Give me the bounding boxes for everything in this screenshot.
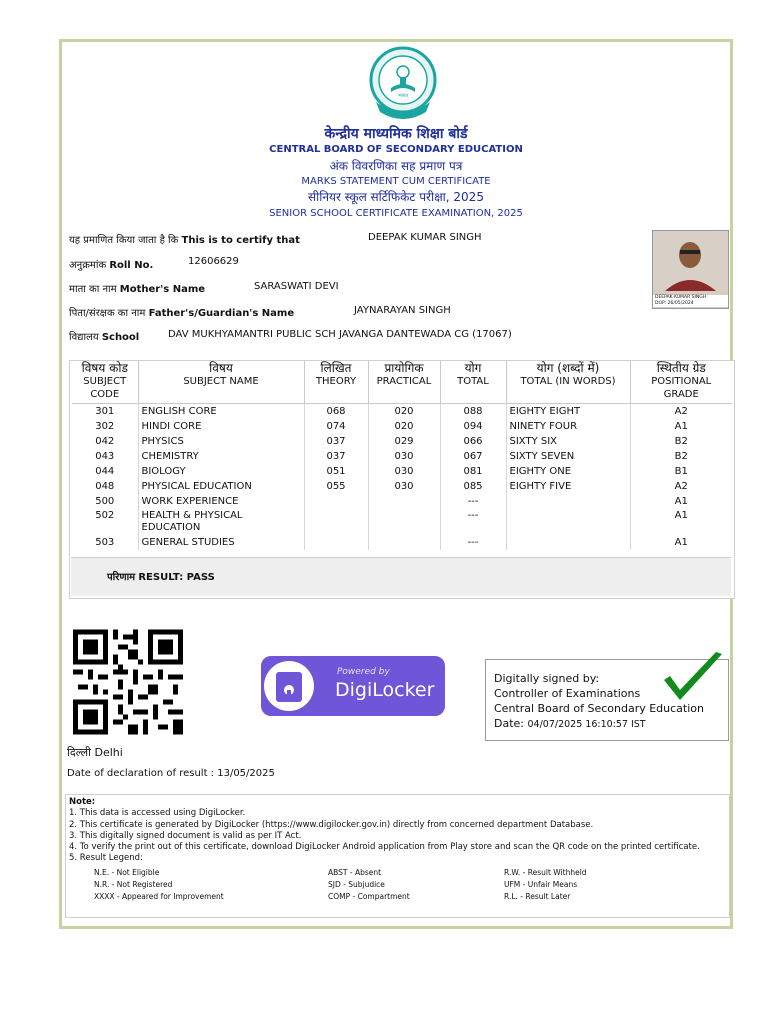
school-english: School <box>101 332 140 343</box>
header-subject: विषय SUBJECT NAME <box>138 360 304 404</box>
result-value: RESULT: PASS <box>138 572 215 583</box>
header-code: विषय कोड SUBJECT CODE <box>72 360 138 404</box>
board-name-hindi: केन्द्रीय माध्यमिक शिक्षा बोर्ड <box>324 126 468 142</box>
candidate-photo <box>652 230 729 309</box>
school-hindi: विद्यालय <box>69 332 99 343</box>
legend-item: SJD - Subjudice <box>328 880 385 889</box>
place-english: Delhi <box>94 746 123 759</box>
person-photo-icon <box>653 231 728 291</box>
certify-english: This is to certify that <box>181 235 300 246</box>
cbse-logo-icon <box>366 46 440 124</box>
table-row: 301 ENGLISH CORE 068 020 088 EIGHTY EIGHT A2 <box>72 404 732 420</box>
digilocker-logo-icon <box>263 660 315 712</box>
exam-english: SENIOR SCHOOL CERTIFICATE EXAMINATION, 2025 <box>269 208 523 219</box>
note-line: 1. This data is accessed using DigiLocker. <box>69 808 246 819</box>
signature-line-2: Controller of Examinations <box>494 687 641 700</box>
father-name: JAYNARAYAN SINGH <box>354 305 451 316</box>
table-row: 502 HEALTH & PHYSICAL EDUCATION --- A1 <box>72 509 732 535</box>
digilocker-powered: Powered by <box>337 667 390 677</box>
certify-hindi: यह प्रमाणित किया जाता है कि <box>69 235 179 246</box>
roll-number: 12606629 <box>188 256 239 267</box>
exam-hindi: सीनियर स्कूल सर्टिफिकेट परीक्षा, 2025 <box>308 190 484 204</box>
note-title: Note: <box>69 797 96 807</box>
note-line: 4. To verify the print out of this certificate, download DigiLocker Android application from Play store and scan the QR code on the printed certificate. <box>69 842 700 853</box>
logo-text: भारत <box>398 93 408 99</box>
legend-item: N.R. - Not Registered <box>94 880 173 889</box>
legend-item: R.L. - Result Later <box>504 892 571 901</box>
result-hindi: परिणाम <box>107 572 136 583</box>
place-hindi: दिल्ली <box>67 746 91 759</box>
father-hindi: पिता/संरक्षक का नाम <box>69 308 146 319</box>
place-label <box>67 745 123 760</box>
result-label <box>107 569 215 583</box>
digital-signature-box <box>485 659 729 741</box>
note-box <box>65 794 730 918</box>
header-total-words: योग (शब्दों में) TOTAL (IN WORDS) <box>506 360 630 404</box>
result-bar <box>71 557 731 596</box>
table-row: 042 PHYSICS 037 029 066 SIXTY SIX B2 <box>72 434 732 449</box>
candidate-name: DEEPAK KUMAR SINGH <box>368 232 482 243</box>
declaration-label: Date of declaration of result : <box>67 768 215 779</box>
digilocker-brand: DigiLocker <box>335 679 435 701</box>
mother-english: Mother's Name <box>119 284 206 295</box>
legend-item: XXXX - Appeared for Improvement <box>94 892 224 901</box>
school-name: DAV MUKHYAMANTRI PUBLIC SCH JAVANGA DANTEWADA CG (17067) <box>168 329 512 340</box>
school-label <box>69 329 139 343</box>
signature-date: Date: 04/07/2025 16:10:57 IST <box>494 717 646 730</box>
signature-line-3: Central Board of Secondary Education <box>494 702 704 715</box>
signature-line-1: Digitally signed by: <box>494 672 600 685</box>
photo-caption-name: DEEPAK KUMAR SINGH <box>655 295 707 300</box>
table-row: 044 BIOLOGY 051 030 081 EIGHTY ONE B1 <box>72 464 732 479</box>
title-hindi: अंक विवरणिका सह प्रमाण पत्र <box>329 159 463 173</box>
table-row: 043 CHEMISTRY 037 030 067 SIXTY SEVEN B2 <box>72 449 732 464</box>
table-row: 302 HINDI CORE 074 020 094 NINETY FOUR A1 <box>72 419 732 434</box>
title-english: MARKS STATEMENT CUM CERTIFICATE <box>301 176 491 187</box>
table-header-row <box>72 360 732 404</box>
mother-name: SARASWATI DEVI <box>254 281 339 292</box>
header-grade: स्थितीय ग्रेड POSITIONAL GRADE <box>630 360 732 404</box>
check-mark-icon <box>662 652 724 704</box>
mother-hindi: माता का नाम <box>69 284 117 295</box>
note-line: 2. This certificate is generated by DigiLocker (https://www.digilocker.gov.in) directly from concerned department Database. <box>69 819 594 830</box>
marks-table <box>72 360 732 550</box>
qr-code-icon <box>73 629 183 735</box>
table-row: 503 GENERAL STUDIES --- A1 <box>72 535 732 550</box>
roll-hindi: अनुक्रमांक <box>69 260 107 271</box>
roll-english: Roll No. <box>109 260 154 271</box>
father-label <box>69 305 294 319</box>
digilocker-badge <box>261 656 445 716</box>
header-practical: प्रायोगिक PRACTICAL <box>368 360 440 404</box>
declaration-line <box>67 768 275 779</box>
roll-label <box>69 257 153 271</box>
legend-item: R.W. - Result Withheld <box>504 868 587 877</box>
marks-table-body <box>72 404 732 551</box>
legend-item: UFM - Unfair Means <box>504 880 578 889</box>
note-line: 3. This digitally signed document is valid as per IT Act. <box>69 830 302 841</box>
header-total: योग TOTAL <box>440 360 506 404</box>
legend-item: ABST - Absent <box>328 868 382 877</box>
photo-caption-date: DOP: 26/05/2024 <box>655 301 694 306</box>
legend-item: N.E. - Not Eligible <box>94 868 160 877</box>
header-theory: लिखित THEORY <box>304 360 368 404</box>
certificate-frame <box>59 39 733 929</box>
legend-item: COMP - Compartment <box>328 892 410 901</box>
table-row: 500 WORK EXPERIENCE --- A1 <box>72 494 732 509</box>
board-name-english: CENTRAL BOARD OF SECONDARY EDUCATION <box>269 144 523 155</box>
table-row: 048 PHYSICAL EDUCATION 055 030 085 EIGHTY FIVE A2 <box>72 479 732 494</box>
declaration-date: 13/05/2025 <box>217 768 275 779</box>
father-english: Father's/Guardian's Name <box>148 308 295 319</box>
certify-label <box>69 232 300 246</box>
mother-label <box>69 281 205 295</box>
note-line: 5. Result Legend: <box>69 853 143 864</box>
